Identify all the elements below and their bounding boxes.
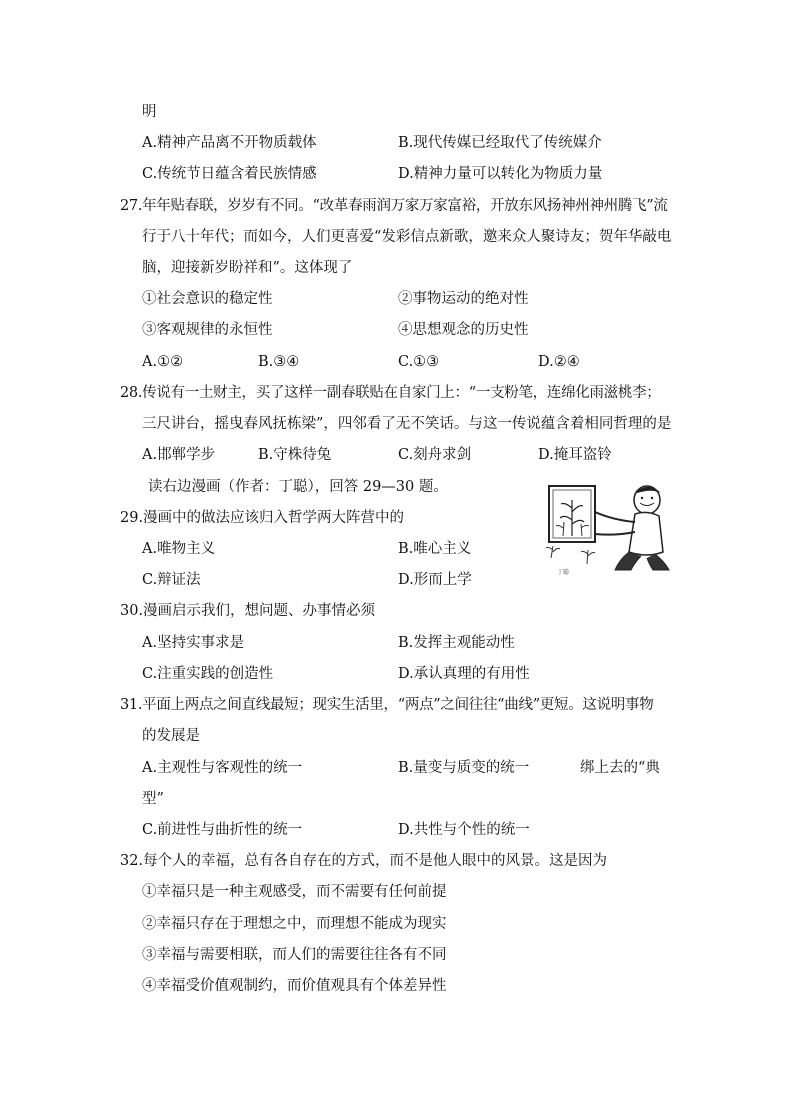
q31-stem-line2: 的发展是 <box>142 728 200 744</box>
q30-stem: 30.漫画启示我们，想问题、办事情必须 <box>120 603 376 619</box>
q29-option-a: A.唯物主义 <box>142 541 216 557</box>
q29-option-b: B.唯心主义 <box>398 541 472 557</box>
stray-text-continuation: 型” <box>142 791 164 807</box>
q27-option-d: D.②④ <box>538 354 580 370</box>
q28-option-b: B.守株待兔 <box>258 447 332 463</box>
q31-option-a: A.主观性与客观性的统一 <box>142 760 303 776</box>
svg-text:丁聪: 丁聪 <box>557 569 570 576</box>
q29-stem: 29.漫画中的做法应该归入哲学两大阵营中的 <box>120 510 405 526</box>
q26-continuation: 明 <box>142 104 157 120</box>
cartoon-illustration <box>543 478 673 578</box>
q27-statement-4: ④思想观念的历史性 <box>398 322 529 338</box>
q26-option-a: A.精神产品离不开物质载体 <box>142 135 317 151</box>
q27-option-b: B.③④ <box>258 354 300 370</box>
q30-option-d: D.承认真理的有用性 <box>398 666 530 682</box>
stray-text: 绑上去的“典 <box>580 760 660 776</box>
q28-stem-line1: 28.传说有一土财主，买了这样一副春联贴在自家门上：“一支粉笔，连绵化雨滋桃李； <box>120 385 661 401</box>
q31-option-b: B.量变与质变的统一 <box>398 760 530 776</box>
q31-option-c: C.前进性与曲折性的统一 <box>142 822 303 838</box>
q28-option-c: C.刻舟求剑 <box>398 447 472 463</box>
q32-statement-2: ②幸福只存在于理想之中，而理想不能成为现实 <box>142 916 447 932</box>
q32-statement-1: ①幸福只是一种主观感受，而不需要有任何前提 <box>142 884 447 900</box>
q32-stem: 32.每个人的幸福，总有各自存在的方式，而不是他人眼中的风景。这是因为 <box>120 853 608 869</box>
q26-option-c: C.传统节日蕴含着民族情感 <box>142 166 317 182</box>
cartoon-intro: 读右边漫画（作者：丁聪），回答 29—30 题。 <box>148 479 448 495</box>
q28-stem-line2: 三尺讲台，摇曳春风抚栋梁”，四邻看了无不笑话。与这一传说蕴含着相同哲理的是 <box>142 416 672 432</box>
q27-option-c: C.①③ <box>398 354 440 370</box>
q29-option-c: C.辩证法 <box>142 572 201 588</box>
q31-stem-line1: 31.平面上两点之间直线最短；现实生活里，“两点”之间往往“曲线”更短。这说明事物 <box>120 697 654 713</box>
q32-statement-3: ③幸福与需要相联，而人们的需要往往各有不同 <box>142 947 447 963</box>
q26-option-b: B.现代传媒已经取代了传统媒介 <box>398 135 602 151</box>
q30-option-a: A.坚持实事求是 <box>142 635 245 651</box>
q28-option-a: A.邯郸学步 <box>142 447 216 463</box>
q28-option-d: D.掩耳盗铃 <box>538 447 612 463</box>
q27-statement-2: ②事物运动的绝对性 <box>398 291 529 307</box>
q27-stem-line2: 行于八十年代；而如今，人们更喜爱“发彩信点新歌，邀来众人聚诗友；贺年华敲电 <box>142 229 672 245</box>
q26-option-d: D.精神力量可以转化为物质力量 <box>398 166 603 182</box>
q27-statement-3: ③客观规律的永恒性 <box>142 322 273 338</box>
q30-option-c: C.注重实践的创造性 <box>142 666 274 682</box>
q31-option-d: D.共性与个性的统一 <box>398 822 530 838</box>
q27-statement-1: ①社会意识的稳定性 <box>142 291 273 307</box>
q27-option-a: A.①② <box>142 354 184 370</box>
q30-option-b: B.发挥主观能动性 <box>398 635 515 651</box>
q27-stem-line3: 脑，迎接新岁盼祥和”。这体现了 <box>142 260 353 276</box>
q27-stem-line1: 27.年年贴春联，岁岁有不同。“改革春雨润万家万家富裕，开放东风扬神州神州腾飞”流 <box>120 198 668 214</box>
q32-statement-4: ④幸福受价值观制约，而价值观具有个体差异性 <box>142 978 447 994</box>
q29-option-d: D.形而上学 <box>398 572 472 588</box>
